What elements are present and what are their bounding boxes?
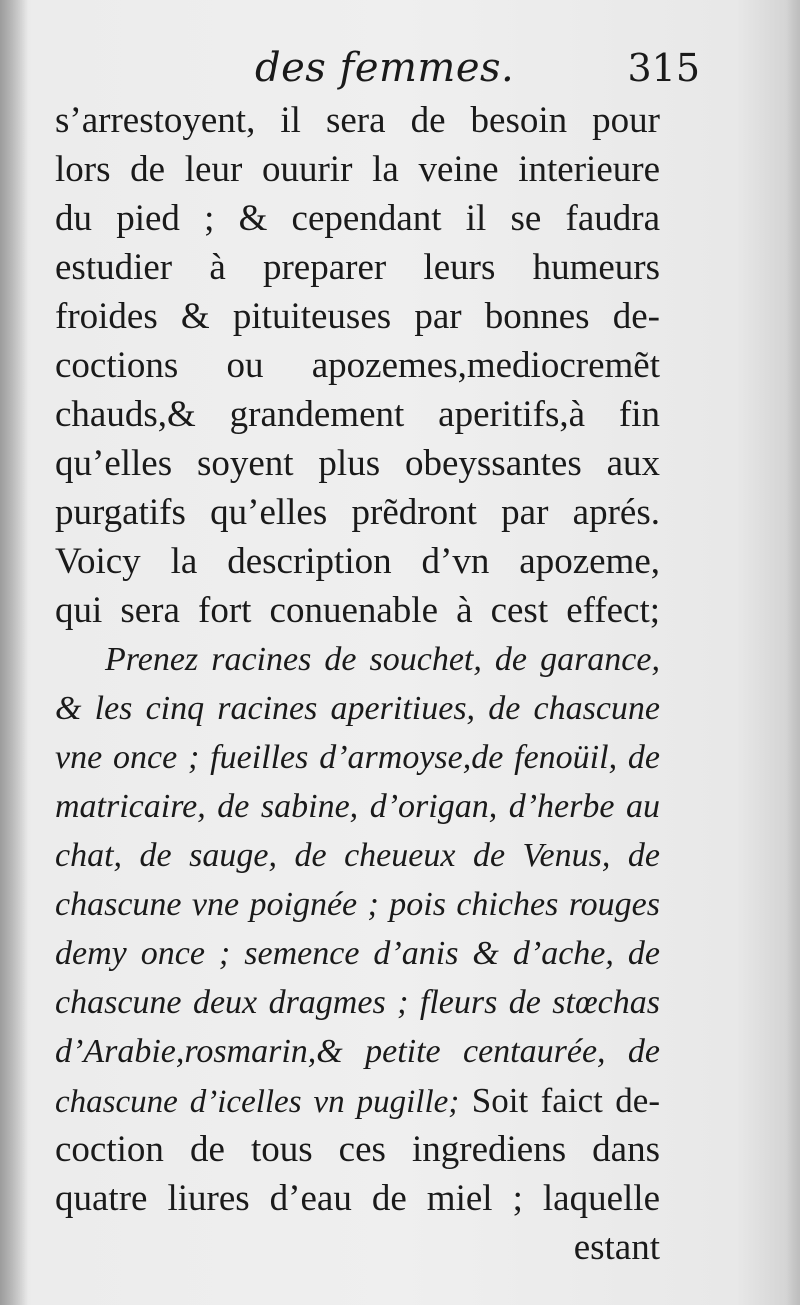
page-header — [60, 40, 700, 96]
binding-shadow — [0, 0, 28, 1305]
recipe-line: chascune deux dragmes ; fleurs de stœchas — [55, 984, 660, 1021]
text-line: Voicy la description d’vn apozeme, — [55, 541, 660, 582]
text-block — [55, 96, 660, 1272]
text-line: lors de leur ouurir la veine interieure — [55, 149, 660, 190]
text-line: du pied ; & cependant il se faudra — [55, 198, 660, 239]
catchword: estant — [573, 1227, 660, 1268]
text-line: coction de tous ces ingrediens dans — [55, 1129, 660, 1170]
recipe-line: Prenez racines de souchet, de garance, — [105, 641, 660, 678]
text-line: estudier à preparer leurs humeurs — [55, 247, 660, 288]
recipe-line: chascune vne poignée ; pois chiches rouges — [55, 886, 660, 923]
text-line: quatre liures d’eau de miel ; laquelle — [55, 1178, 660, 1219]
text-line: chauds,& grandement aperitifs,à fin — [55, 394, 660, 435]
text-line: froides & pituiteuses par bonnes de- — [55, 296, 660, 337]
text-line-start: Soit faict de- — [471, 1081, 660, 1120]
recipe-line: chat, de sauge, de cheueux de Venus, de — [55, 837, 660, 874]
recipe-line-end: chascune d’icelles vn pugille; — [55, 1084, 460, 1120]
page-number: 315 — [627, 46, 700, 90]
text-line: qui sera fort conuenable à cest effect; — [55, 590, 660, 631]
text-line: purgatifs qu’elles prẽdront par aprés. — [55, 492, 660, 533]
recipe-line: demy once ; semence d’anis & d’ache, de — [55, 935, 660, 972]
recipe-line: matricaire, de sabine, d’origan, d’herbe au — [55, 788, 660, 825]
text-line: coctions ou apozemes,mediocremẽt — [55, 345, 660, 386]
running-head: des femmes. — [255, 45, 515, 91]
mixed-line — [55, 1076, 660, 1125]
text-line: s’arrestoyent, il sera de besoin pour — [55, 100, 660, 141]
recipe-line: & les cinq racines aperitiues, de chascune — [55, 690, 660, 727]
page-edge-shadow — [786, 0, 800, 1305]
recipe-line: vne once ; fueilles d’armoyse,de fenoüil, de — [55, 739, 660, 776]
recipe-line: d’Arabie,rosmarin,& petite centaurée, de — [55, 1033, 660, 1070]
text-line: qu’elles soyent plus obeyssantes aux — [55, 443, 660, 484]
